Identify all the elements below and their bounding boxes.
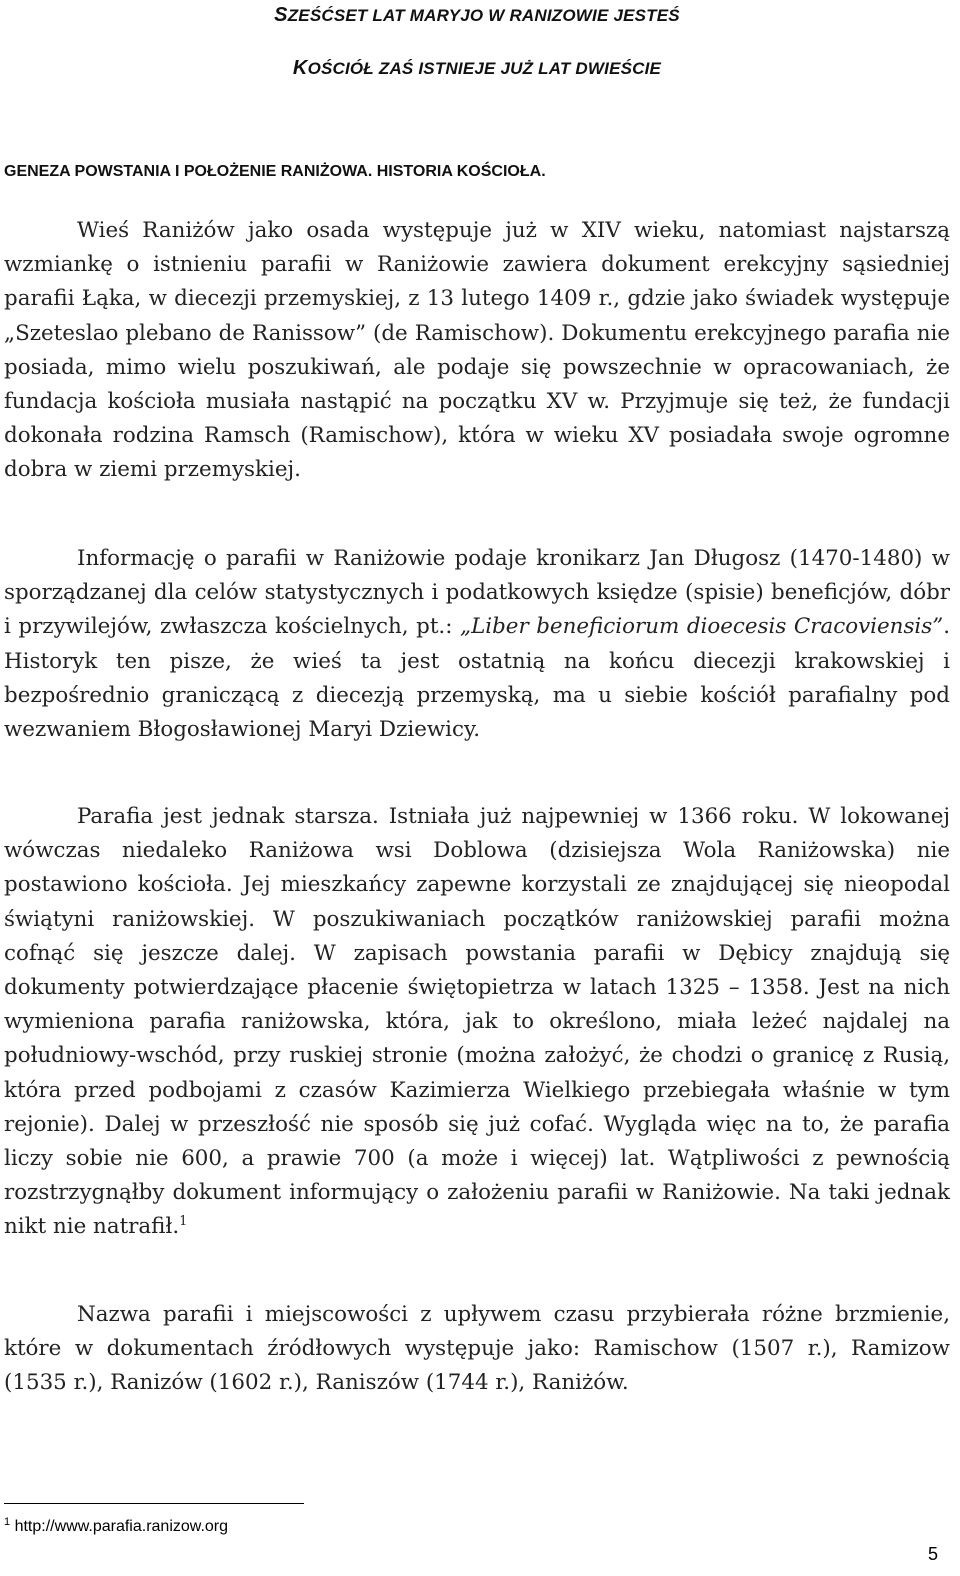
footnote-separator [4,1503,304,1504]
paragraph-1: Wieś Raniżów jako osada występuje już w XIV wieku, natomiast najstarszą wzmiankę o istnieniu parafii w Raniżowie zawiera dokument erekcyjny sąsiedniej parafii Łąka, w diecezji przemyskiej, z 13 lutego 1409 r., gdzie jako świadek występuje „Szeteslao plebano de Ranissow” (de Ramischow). Dokumentu erekcyjnego parafia nie posiada, mimo wielu poszukiwań, ale podaje się powszechnie w opracowaniach, że fundacja kościoła musiała nastąpić na początku XV w. Przyjmuje się też, że fundacji dokonała rodzina Ramsch (Ramischow), która w wieku XV posiadała swoje ogromne dobra w ziemi przemyskiej. [4,218,950,483]
document-page [4,0,950,1576]
running-header-line-1: SZEŚĆSET LAT MARYJO W RANIZOWIE JESTEŚ [274,4,680,26]
paragraph-3 [4,800,950,1245]
footnote [4,1518,228,1536]
book-title-italic: „Liber beneficiorum dioecesis Cracoviensis” [459,614,944,640]
section-title: GENEZA POWSTANIA I POŁOŻENIE RANIŻOWA. HISTORIA KOŚCIOŁA. [4,163,546,180]
footnote-link[interactable]: http://www.parafia.ranizow.org [14,1518,229,1535]
paragraph-3-text: Parafia jest jednak starsza. Istniała już najpewniej w 1366 roku. W lokowanej wówczas niedaleko Raniżowa wsi Doblowa (dzisiejsza Wola Raniżowska) nie postawiono kościoła. Jej mieszkańcy zapewne korzystali ze znajdującej się nieopodal świątyni raniżowskiej. W poszukiwaniach początków raniżowskiej parafii można cofnąć się jeszcze dalej. W zapisach powstania parafii w Dębicy znajdują się dokumenty potwierdzające płacenie świętopietrza w latach 1325 – 1358. Jest na nich wymieniona parafia raniżowska, która, jak to określono, miała leżeć najdalej na południowy-wschód, przy ruskiej stronie (można założyć, że chodzi o granicę z Rusią, która przed podbojami z czasów Kazimierza Wielkiego przebiegała właśnie w tym rejonie). Dalej w przeszłość nie sposób się już cofać. Wygląda więc na to, że parafia liczy sobie nie 600, a prawie 700 (a może i więcej) lat. Wątpliwości z pewnością rozstrzygnąłby dokument informujący o założeniu parafii w Raniżowie. Na taki jednak nikt nie natrafił. [4,804,950,1240]
paragraph-2 [4,542,950,747]
paragraph-2-text-b: . Historyk ten pisze, że wieś ta jest ostatnią na końcu diecezji krakowskiej i bezpośrednio graniczącą z diecezją przemyską, ma u siebie kościół parafialny pod wezwaniem Błogosławionej Maryi Dziewicy. [4,614,950,743]
running-header-line-2: KOŚCIÓŁ ZAŚ ISTNIEJE JUŻ LAT DWIEŚCIE [292,57,662,79]
paragraph-2-text-a: Informację o parafii w Raniżowie podaje kronikarz Jan Długosz (1470-1480) w sporządzanej dla celów statystycznych i podatkowych księdze (spisie) beneficjów, dóbr i przywilejów, zwłaszcza kościelnych, pt.: [4,546,950,640]
footnote-number: 1 [4,1516,11,1528]
paragraph-4: Nazwa parafii i miejscowości z upływem czasu przybierała różne brzmienie, które w dokumentach źródłowych występuje jako: Ramischow (1507 r.), Ramizow (1535 r.), Ranizów (1602 r.), Raniszów (1744 r.), Raniżów. [4,1302,950,1396]
page-number: 5 [927,1544,938,1564]
footnote-reference[interactable]: 1 [179,1214,188,1230]
